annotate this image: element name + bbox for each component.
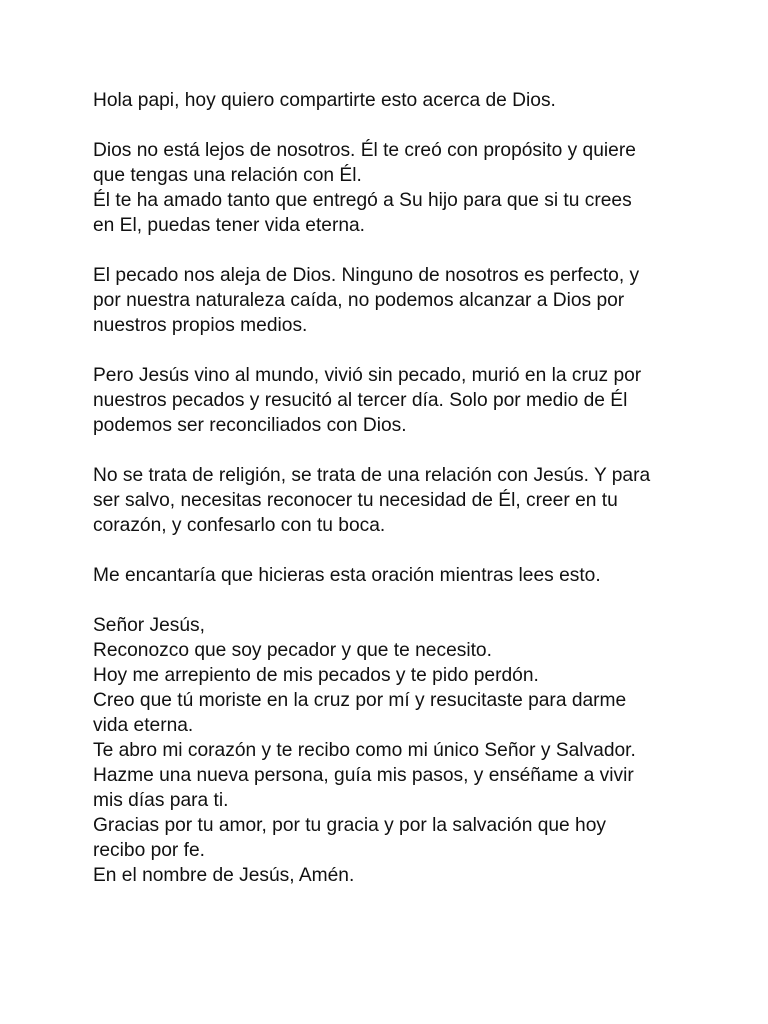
text-line: Me encantaría que hicieras esta oración mientras lees esto. [93, 565, 601, 586]
prayer-line: Hoy me arrepiento de mis pecados y te pido perdón. [93, 665, 539, 686]
text-line: nuestros propios medios. [93, 315, 308, 336]
prayer-line: Gracias por tu amor, por tu gracia y por la salvación que hoy [93, 815, 606, 836]
text-line: podemos ser reconciliados con Dios. [93, 415, 407, 436]
text-line: Pero Jesús vino al mundo, vivió sin pecado, murió en la cruz por [93, 365, 642, 386]
greeting-paragraph [93, 88, 683, 113]
prayer-line: recibo por fe. [93, 840, 205, 861]
prayer-line: Hazme una nueva persona, guía mis pasos, y enséñame a vivir [93, 765, 634, 786]
text-line: por nuestra naturaleza caída, no podemos alcanzar a Dios por [93, 290, 625, 311]
prayer-line: Señor Jesús, [93, 615, 205, 636]
paragraph-relationship [93, 463, 683, 538]
text-line: Hola papi, hoy quiero compartirte esto acerca de Dios. [93, 90, 556, 111]
prayer-line: mis días para ti. [93, 790, 229, 811]
text-line: El pecado nos aleja de Dios. Ninguno de nosotros es perfecto, y [93, 265, 640, 286]
paragraph-sin [93, 263, 683, 338]
text-line: ser salvo, necesitas reconocer tu necesidad de Él, creer en tu [93, 490, 618, 511]
prayer-line: vida eterna. [93, 715, 194, 736]
text-line: en El, puedas tener vida eterna. [93, 215, 366, 236]
prayer-line: En el nombre de Jesús, Amén. [93, 865, 355, 886]
prayer-line: Te abro mi corazón y te recibo como mi único Señor y Salvador. [93, 740, 636, 761]
paragraph-jesus [93, 363, 683, 438]
prayer-line: Reconozco que soy pecador y que te necesito. [93, 640, 492, 661]
text-line: Él te ha amado tanto que entregó a Su hijo para que si tu crees [93, 190, 632, 211]
prayer-block [93, 613, 683, 888]
text-line: corazón, y confesarlo con tu boca. [93, 515, 386, 536]
text-line: Dios no está lejos de nosotros. Él te creó con propósito y quiere [93, 140, 636, 161]
document-body [93, 88, 683, 888]
prayer-line: Creo que tú moriste en la cruz por mí y resucitaste para darme [93, 690, 627, 711]
paragraph-god-near [93, 138, 683, 238]
text-line: que tengas una relación con Él. [93, 165, 362, 186]
invitation-paragraph [93, 563, 683, 588]
text-line: No se trata de religión, se trata de una relación con Jesús. Y para [93, 465, 651, 486]
text-line: nuestros pecados y resucitó al tercer día. Solo por medio de Él [93, 390, 628, 411]
